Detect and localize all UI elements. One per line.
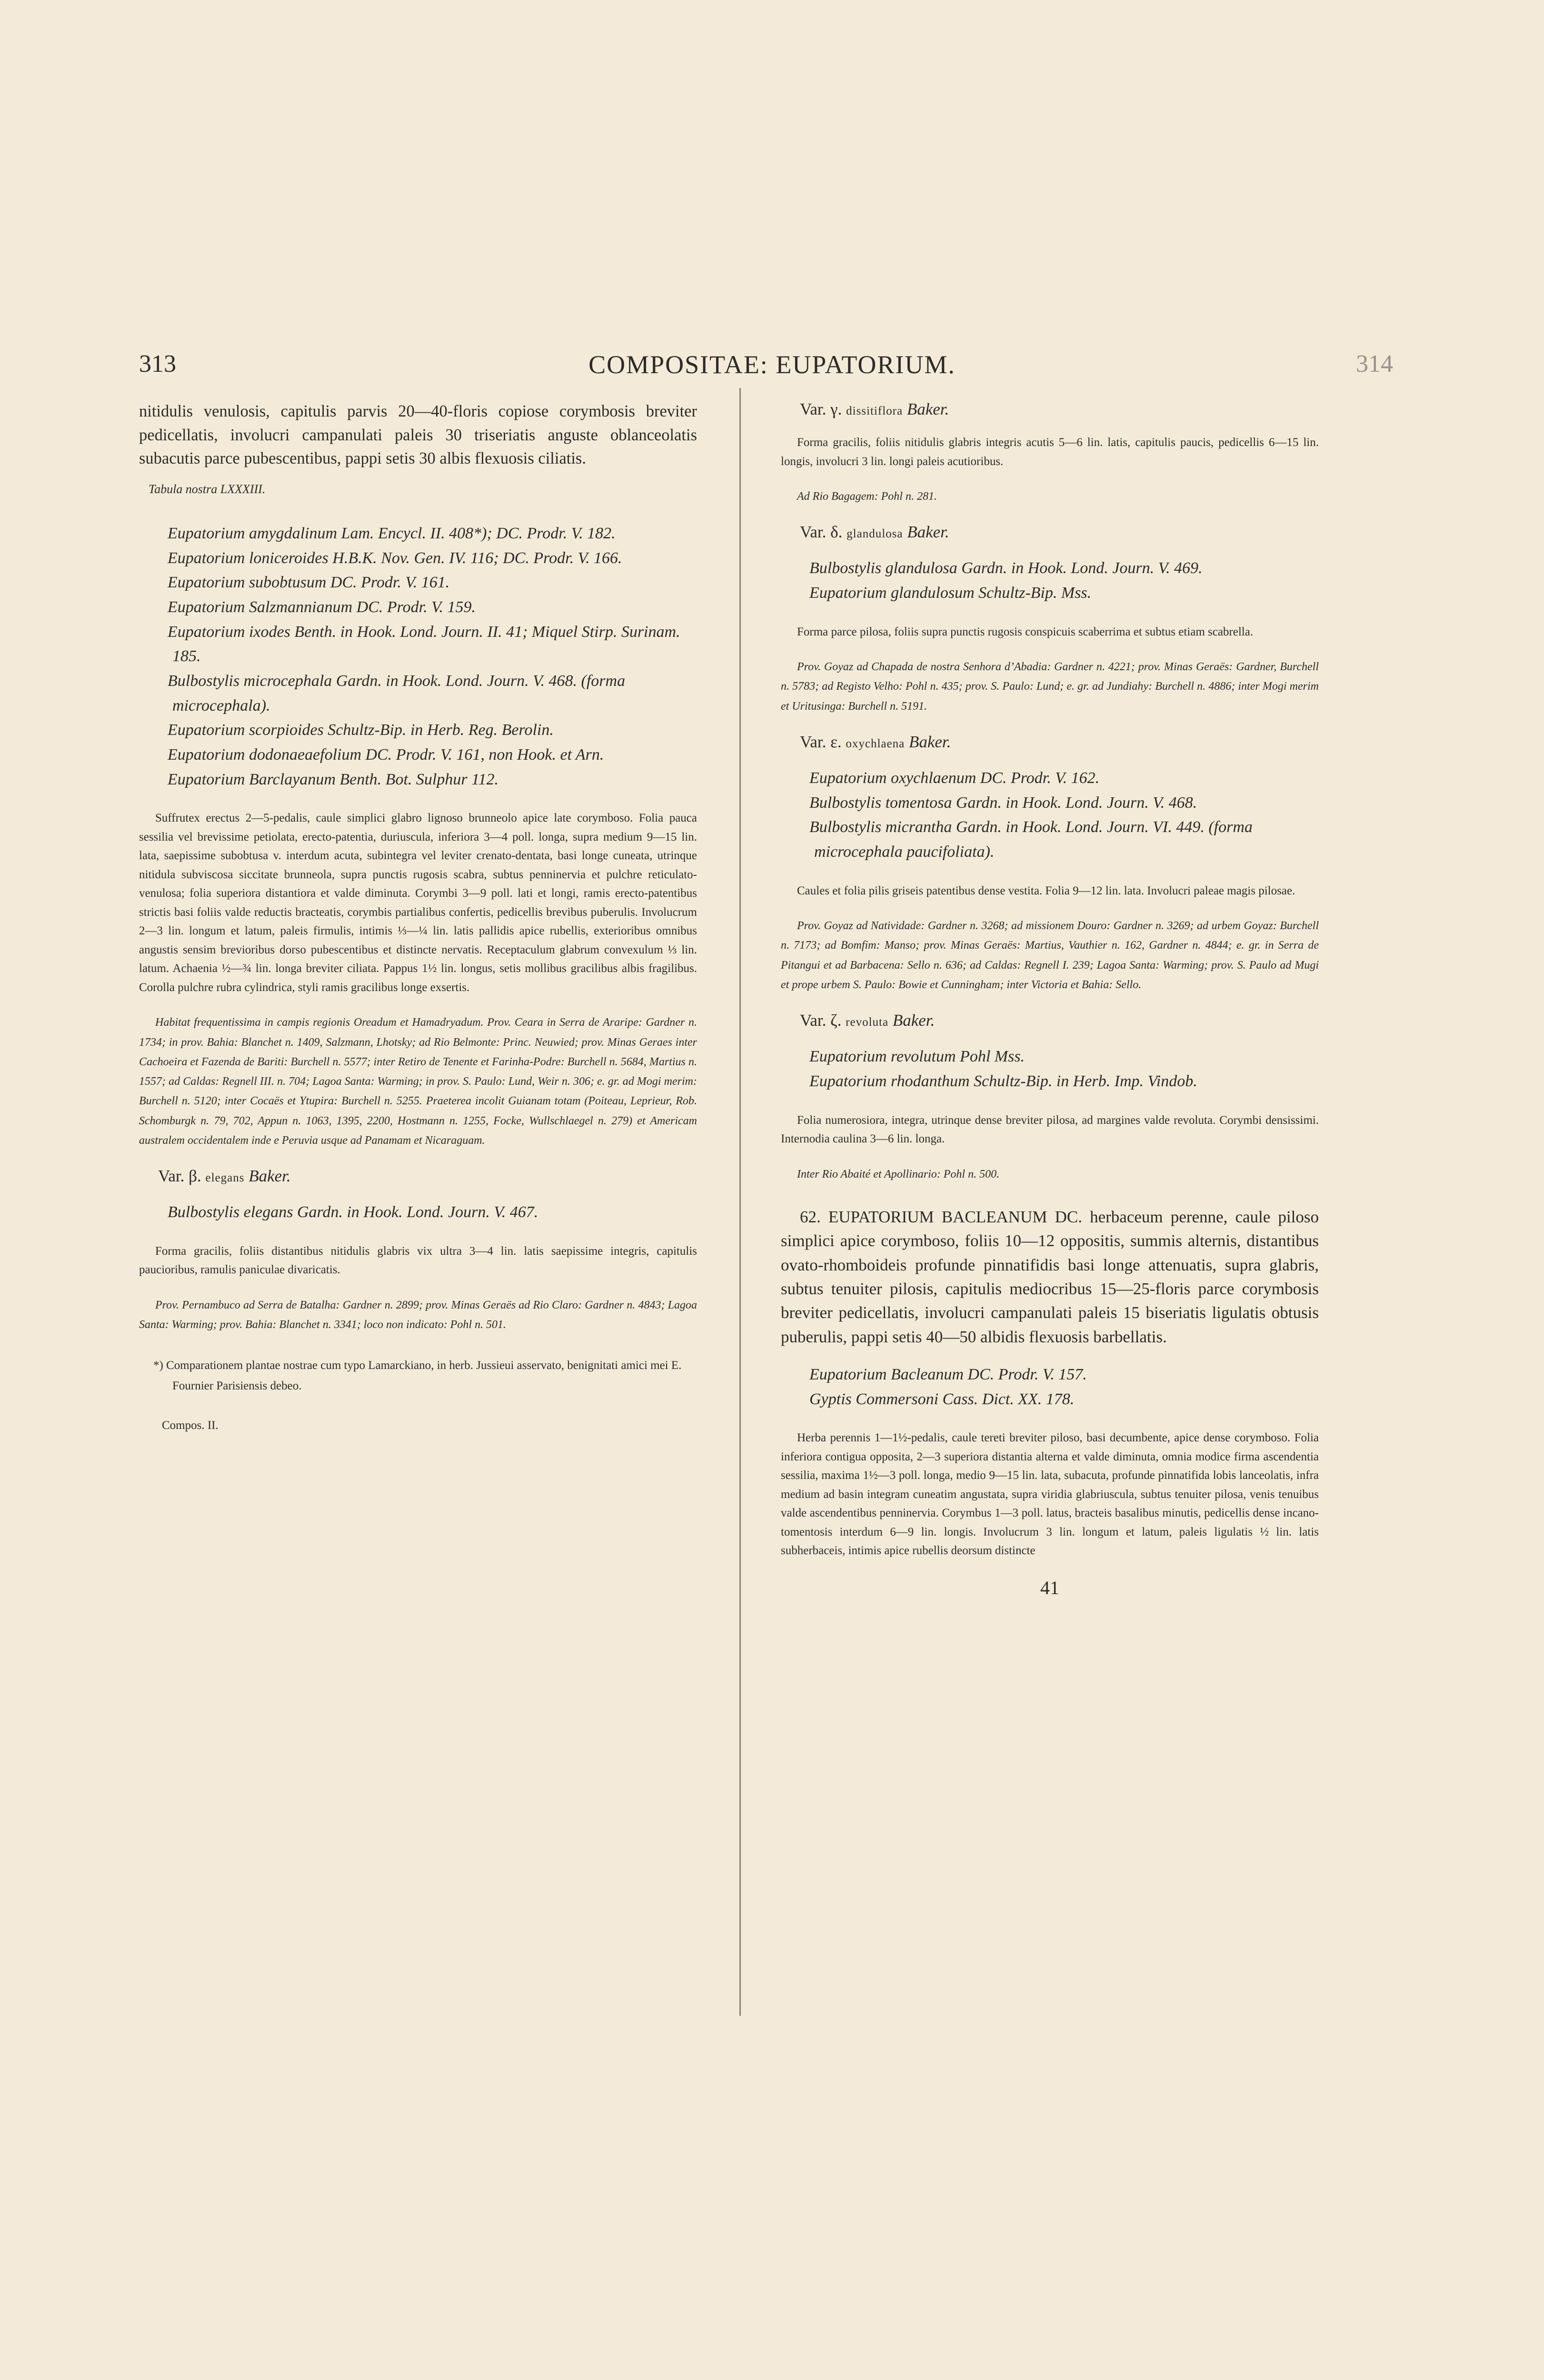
synonym: Eupatorium Salzmannianum DC. Prodr. V. 159. (168, 598, 476, 616)
variety-localities: Prov. Pernambuco ad Serra de Batalha: Gardner n. 2899; prov. Minas Geraës ad Rio Claro: Gardner n. 4843; Lagoa Santa: Warming; prov. Bahia: Blanchet n. 3341; loco non indicato: Pohl n. 501. (139, 1299, 697, 1331)
page-number-left: 313 (139, 350, 176, 377)
variety-description: Caules et folia pilis griseis patentibus dense vestita. Folia 9—12 lin. lata. Involucri paleae magis pilosae. (797, 884, 1295, 897)
description: Suffrutex erectus 2—5-pedalis, caule simplici glabro lignoso brunneolo apice late corymboso. Folia pauca sessilia vel brevissime petiolata, erecto-patentia, duriuscula, inferiora 3—4 poll. longa, supra medium 9—15 lin. lata, saepissime subobtusa v. interdum acuta, subintegra vel leviter crenato-dentata, basi longe cuneata, utrinque nitidula subviscosa siccitate brunneola, supra punctis rugosis scabra, subtus penninervia et pulchre reticulato-venulosa; folia superiora distantiora et valde diminuta. Corymbi 3—9 poll. lati et longi, ramis erecto-patentibus strictis basi foliis valde reductis bracteatis, corymbis partialibus confertis, pedicellis brevibus puberulis. Involucrum 2—3 lin. longum et latum, paleis firmulis, intimis ⅓—¼ lin. latis pallidis apice rubellis, exterioribus omnibus angustis sensim brevioribus dorso pubescentibus et distincte nervatis. Receptaculum glabrum convexulum ⅓ lin. latum. Achaenia ½—¾ lin. longa breviter ciliata. Pappus 1½ lin. longus, setis mollibus gracilibus albis fragilibus. Corolla pulchre rubra cylindrica, styli ramis gracilibus longe exsertis. (139, 812, 697, 994)
variety-heading (800, 400, 1319, 419)
synonym: Eupatorium Barclayanum Benth. Bot. Sulphur 112. (168, 770, 499, 788)
variety-synonymy (139, 1200, 697, 1225)
synonym: Eupatorium glandulosum Schultz-Bip. Mss. (809, 584, 1092, 602)
diagnosis-continued: nitidulis venulosis, capitulis parvis 20—40-floris copiose corymbosis breviter pedicellatis, involucri campanulati paleis 30 triseriatis anguste oblanceolatis subacutis parce pubescentibus, pappi setis 30 albis flexuosis ciliatis. (139, 402, 697, 468)
variety-author: Baker. (907, 523, 949, 542)
signature-mark: Compos. II. (162, 1419, 219, 1432)
synonym: Eupatorium subobtusum DC. Prodr. V. 161. (168, 574, 450, 592)
synonym: Bulbostylis glandulosa Gardn. in Hook. Lond. Journ. V. 469. (809, 559, 1203, 577)
variety-localities: Prov. Goyaz ad Chapada de nostra Senhora d’Abadia: Gardner n. 4221; prov. Minas Geraës: Gardner, Burchell n. 5783; ad Registo Velho: Pohl n. 435; prov. S. Paulo: Lund; e. gr. ad Jundiahy: Burchell n. 4886; inter Mogi merim et Uritusinga: Burchell n. 5191. (781, 661, 1319, 713)
synonym: Eupatorium dodonaeaefolium DC. Prodr. V. 161, non Hook. et Arn. (168, 746, 604, 764)
variety-description: Folia numerosiora, integra, utrinque dense breviter pilosa, ad margines valde revoluta. Corymbi densissimi. Internodia caulina 3—6 lin. longa. (781, 1113, 1319, 1145)
variety-description: Forma gracilis, foliis distantibus nitidulis glabris vix ultra 3—4 lin. latis saepissime integris, capitulis paucioribus, ramulis paniculae divaricatis. (139, 1244, 697, 1277)
variety-localities: Inter Rio Abaité et Apollinario: Pohl n. 500. (797, 1168, 1000, 1180)
variety-author: Baker. (906, 400, 949, 418)
synonym: Eupatorium Bacleanum DC. Prodr. V. 157. (809, 1366, 1087, 1384)
variety-name: revoluta (846, 1016, 889, 1029)
variety-synonymy (781, 766, 1319, 864)
synonym: Bulbostylis microcephala Gardn. in Hook. Lond. Journ. V. 468. (forma microcephala). (168, 672, 626, 714)
variety-synonymy (781, 1044, 1319, 1093)
variety-localities: Prov. Goyaz ad Natividade: Gardner n. 3268; ad missionem Douro: Gardner n. 3269; ad urbem Goyaz: Burchell n. 7173; ad Bomfim: Manso; prov. Minas Geraës: Martius, Vauthier n. 162, Gardner n. 4844; e. gr. in Serra de Pitangui et ad Barbacena: Sello n. 636; ad Caldas: Regnell I. 239; Lagoa Santa: Warming; prov. S. Paulo ad Mugi et prope urbem S. Paulo: Bowie et Cunningham; inter Victoria et Bahia: Sello. (781, 920, 1319, 991)
footnote: *) Comparationem plantae nostrae cum typo Lamarckiano, in herb. Jussieui asservato, benignitati amici mei E. Fournier Parisiensis debeo. (153, 1359, 682, 1392)
variety-name: dissitiflora (846, 405, 903, 417)
habitat: Habitat frequentissima in campis regionis Oreadum et Hamadryadum. Prov. Ceara in Serra de Araripe: Gardner n. 1734; in prov. Bahia: Blanchet n. 1409, Salzmann, Lhotsky; ad Rio Belmonte: Princ. Neuwied; prov. Minas Geraes inter Cachoeira et Fazenda de Bariti: Burchell n. 5577; inter Retiro de Tenente et Farinha-Podre: Burchell n. 5684, Martius n. 1557; ad Caldas: Regnell III. n. 704; Lagoa Santa: Warming; in prov. S. Paulo: Lund, Weir n. 306; e. gr. ad Mogi merim: Burchell n. 5120; inter Cocaës et Ytupira: Burchell n. 5255. Praeterea incolit Guianam totam (Poiteau, Leprieur, Rob. Schomburgk n. 79, 702, Appun n. 1063, 1395, 2200, Hostmann n. 1255, Focke, Wullschlaegel n. 279) et Americam australem occidentalem inde e Peruvia usque ad Panamam et Nicaraguam. (139, 1016, 697, 1147)
variety-heading (158, 1167, 697, 1186)
right-column (781, 400, 1319, 1599)
synonym: Eupatorium scorpioides Schultz-Bip. in Herb. Reg. Berolin. (168, 721, 554, 739)
variety-author: Baker. (249, 1167, 291, 1186)
variety-author: Baker. (908, 732, 951, 751)
variety-author: Baker. (892, 1011, 935, 1030)
sheet-number: 41 (1040, 1577, 1059, 1598)
synonym: Eupatorium oxychlaenum DC. Prodr. V. 162. (809, 769, 1100, 787)
variety-name: glandulosa (847, 527, 903, 541)
variety-label: Var. ε. (800, 732, 842, 751)
synonym: Bulbostylis micrantha Gardn. in Hook. Lond. Journ. VI. 449. (forma microcephala paucifoliata). (809, 818, 1253, 861)
synonym: Bulbostylis tomentosa Gardn. in Hook. Lond. Journ. V. 468. (809, 793, 1197, 812)
variety-name: oxychlaena (846, 737, 905, 750)
column-divider (739, 388, 741, 2016)
running-title: COMPOSITAE: EUPATORIUM. (588, 350, 956, 379)
species-description: Herba perennis 1—1½-pedalis, caule tereti breviter piloso, basi decumbente, apice dense corymboso. Folia inferiora contigua opposita, 2—3 superiora distantia alterna et valde diminuta, omnia modice firma ascendentia sessilia, maxima 1½—3 poll. longa, medio 9—15 lin. lata, subacuta, profunde pinnatifida lobis lanceolatis, infra medium ad basin integram cuneatim angustata, supra viridia glabriuscula, subtus tenuiter pilosa, venis tenuibus valde ascendentibus penninervia. Corymbus 1—3 poll. latus, bracteis basalibus minutis, pedicellis dense incano-tomentosis interdum 6—9 lin. longis. Involucrum 3 lin. longum et latum, paleis ligulatis ½ lin. latis subherbaceis, intimis apice rubellis deorsum distincte (781, 1431, 1319, 1557)
synonym: Gyptis Commersoni Cass. Dict. XX. 178. (809, 1390, 1075, 1408)
synonym: Bulbostylis elegans Gardn. in Hook. Lond. Journ. V. 467. (168, 1203, 538, 1221)
species-diagnosis: 62. EUPATORIUM BACLEANUM DC. herbaceum perenne, caule piloso simplici apice corymboso, foliis 10—12 oppositis, summis alternis, distantibus ovato-rhomboideis profunde pinnatifidis basi longe attenuatis, supra glabris, subtus tenuiter pilosis, capitulis mediocribus 15—25-floris parce corymbosis breviter pedicellatis, involucri campanulati paleis 15 biseriatis ligulatis obtusis puberulis, pappi setis 40—50 albidis flexuosis barbellatis. (781, 1207, 1319, 1346)
variety-synonymy (781, 556, 1319, 605)
variety-localities: Ad Rio Bagagem: Pohl n. 281. (797, 490, 937, 503)
plate-reference: Tabula nostra LXXXIII. (149, 482, 266, 496)
synonym: Eupatorium loniceroides H.B.K. Nov. Gen. IV. 116; DC. Prodr. V. 166. (168, 549, 622, 567)
synonym: Eupatorium amygdalinum Lam. Encycl. II. 408*); DC. Prodr. V. 182. (168, 525, 616, 543)
variety-label: Var. γ. (800, 400, 842, 418)
variety-heading (800, 1011, 1319, 1030)
synonym: Eupatorium rhodanthum Schultz-Bip. in Herb. Imp. Vindob. (809, 1072, 1197, 1090)
synonym: Eupatorium revolutum Pohl Mss. (809, 1048, 1025, 1066)
page-header (0, 350, 1544, 383)
variety-label: Var. ζ. (800, 1011, 842, 1030)
variety-label: Var. δ. (800, 523, 843, 542)
synonym: Eupatorium ixodes Benth. in Hook. Lond. Journ. II. 41; Miquel Stirp. Surinam. 185. (168, 623, 680, 665)
left-column (139, 400, 697, 1432)
variety-description: Forma parce pilosa, foliis supra punctis rugosis conspicuis scaberrima et subtus etiam scabrella. (797, 625, 1254, 638)
variety-name: elegans (205, 1171, 245, 1185)
variety-label: Var. β. (158, 1167, 201, 1186)
species-synonymy (781, 1362, 1319, 1411)
variety-description: Forma gracilis, foliis nitidulis glabris integris acutis 5—6 lin. latis, capitulis paucis, pedicellis 6—15 lin. longis, involucri 3 lin. longi paleis acutioribus. (781, 436, 1319, 468)
variety-heading (800, 523, 1319, 542)
synonymy (139, 521, 697, 792)
variety-heading (800, 733, 1319, 752)
page-number-right: 314 (1356, 350, 1393, 377)
